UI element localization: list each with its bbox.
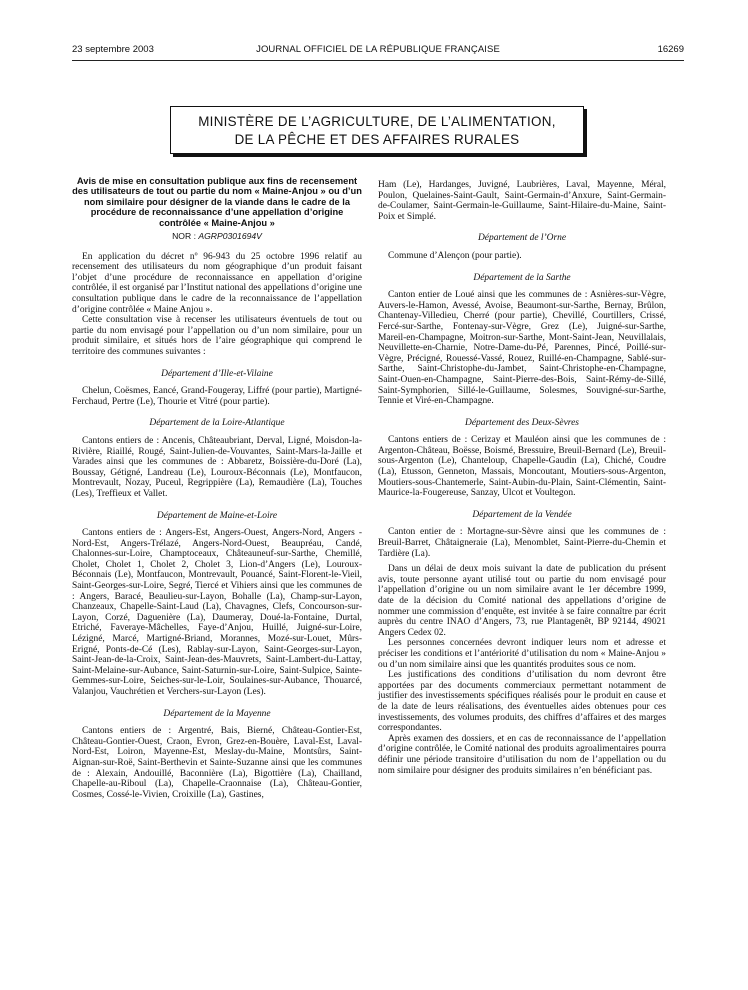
dept-text-loire-atlantique: Cantons entiers de : Ancenis, Châteaubriant, Derval, Ligné, Moisdon-la-Rivière, Riaillé, Rougé, Saint-Julien-de-Vouvantes, Saint-Mars-la-Jaille et Varades ainsi que les communes de : Abbaretz, Boissière-du-Doré (La), Boussay, Gétigné, Landreau (Le), Louroux-Béconnais (Le), Montfaucon, Montrevault, Nozay, Puceul, Regrippière (La), Remaudière (La), Touches (Les), Treffieux et Vallet. — [72, 435, 362, 499]
dept-title-deux-sevres: Département des Deux-Sèvres — [465, 417, 579, 428]
dept-text-sarthe: Canton entier de Loué ainsi que les communes de : Asnières-sur-Vègre, Auvers-le-Hamon, Avessé, Avoise, Beaumont-sur-Sarthe, Bernay, Brûlon, Chantenay-Villedieu, Cherré (pour partie), Chevillé, Courtillers, Crissé, Fercé-sur-Sarthe, Fontenay-sur-Vègre, Grez (Le), Juigné-sur-Sarthe, Mareil-en-Champagne, Moitron-sur-Sarthe, Mont-Saint-Jean, Neuvillalais, Neuvillette-en-Charnie, Notre-Dame-du-Pé, Parennes, Pincé, Poillé-sur-Vègre, Précigné, Rouessé-Vassé, Rouez, Ruillé-en-Champagne, Sablé-sur-Sarthe, Saint-Christophe-du-Jambet, Saint-Christophe-en-Champagne, Saint-Ouen-en-Champagne, Saint-Pierre-des-Bois, Saint-Rémy-de-Sillé, Saint-Symphorien, Sillé-le-Guillaume, Solesmes, Souvigné-sur-Sarthe, Tennie et Viré-en-Champagne. — [378, 290, 666, 407]
nor-value: AGRP0301694V — [198, 231, 262, 242]
right-column — [378, 180, 666, 776]
dept-title-maine-et-loire: Département de Maine-et-Loire — [156, 510, 278, 521]
dept-text-vendee: Canton entier de : Mortagne-sur-Sèvre ainsi que les communes de : Breuil-Barret, Châtaigneraie (La), Menomblet, Saint-Pierre-du-Chemin et Tardière (La). — [378, 527, 666, 559]
notice-title: Avis de mise en consultation publique aux fins de recensement des utilisateurs de tout ou partie du nom « Maine-Anjou » ou d’un nom similaire pour désigner de la viande dans le cadre de la procédure de reconnaissance d’une appellation d’origine contrôlée « Maine-Anjou » — [72, 176, 362, 228]
paragraph-examination: Après examen des dossiers, et en cas de reconnaissance de l’appellation d’origine contrôlée, le Comité national des produits agroalimentaires pourra définir une période transitoire d’utilisation du nom de l’appellation ou du nom similaire pour désigner des produits similaires n’en bénéficiant pas. — [378, 733, 666, 776]
dept-title-mayenne: Département de la Mayenne — [163, 708, 271, 719]
dept-title-orne: Département de l’Orne — [477, 233, 567, 244]
paragraph-persons: Les personnes concernées devront indiquer leurs nom et adresse et préciser les conditions et l’antériorité d’utilisation du nom « Maine-Anjou » ou d’un nom similaire ainsi que les quantités produites sous ce nom. — [378, 638, 666, 670]
dept-title-vendee: Département de la Vendée — [472, 509, 572, 520]
header-rule — [72, 60, 684, 61]
dept-text-maine-et-loire: Cantons entiers de : Angers-Est, Angers-Ouest, Angers-Nord, Angers - Nord-Est, Angers-Trélazé, Angers-Nord-Ouest, Beaupréau, Candé, Chalonnes-sur-Loire, Champtoceaux, Châteauneuf-sur-Sarthe, Chemillé, Cholet, Cholet 1, Cholet 2, Cholet 3, Lion-d’Angers (Le), Louroux-Béconnais (Le), Montfaucon, Montrevault, Pouancé, Saint-Florent-le-Vieil, Saint-Georges-sur-Loire, Segré, Tiercé et Vihiers ainsi que les communes de : Angers, Baracé, Beaulieu-sur-Layon, Bohalle (La), Champ-sur-Layon, Chanzeaux, Chapelle-Saint-Laud (La), Chavagnes, Clefs, Concourson-sur-Layon, Corzé, Daguenière (La), Daumeray, Doué-la-Fontaine, Durtal, Etriché, Faveraye-Mâchelles, Faye-d’Anjou, Huillé, Juigné-sur-Loire, Lézigné, Marcé, Martigné-Briand, Morannes, Mozé-sur-Louet, Mûrs-Erigné, Ponts-de-Cé (Les), Rablay-sur-Layon, Saint-Georges-sur-Layon, Saint-Jean-de-la-Croix, Saint-Jean-des-Mauvrets, Saint-Lambert-du-Lattay, Saint-Melaine-sur-Aubance, Saint-Saturnin-sur-Loire, Saint-Sulpice, Sainte-Gemmes-sur-Loire, Seiches-sur-le-Loir, Soulaines-sur-Aubance, Thouarcé, Valanjou, Vauchrétien et Verchers-sur-Layon (Les). — [72, 528, 362, 697]
mayenne-continued: Ham (Le), Hardanges, Juvigné, Laubrières, Laval, Mayenne, Méral, Poulon, Quelaines-Saint-Gault, Saint-Germain-d’Anxure, Saint-Germain-de-Coulamer, Saint-Germain-le-Guillaume, Saint-Hilaire-du-Maine, Saint-Poix et Simplé. — [378, 180, 666, 222]
header-date: 23 septembre 2003 — [72, 44, 154, 55]
dept-title-ille-et-vilaine: Département d’Ille-et-Vilaine — [161, 368, 273, 379]
ministry-line-2: DE LA PÊCHE ET DES AFFAIRES RURALES — [234, 132, 520, 147]
paragraph-delay: Dans un délai de deux mois suivant la date de publication du présent avis, toute personne ayant utilisé tout ou partie du nom envisagé pour l’appellation d’origine ou un nom similaire avant le 1er décembre 1999, date de la décision du Comité national des appellations d’origine de nommer une commission d’enquête, est invitée à se faire connaître par écrit auprès du centre INAO d’Angers, 73, rue Plantagenêt, BP 92144, 49021 Angers Cedex 02. — [378, 564, 666, 638]
page-header — [72, 44, 684, 58]
ministry-box — [170, 106, 584, 154]
dept-title-sarthe: Département de la Sarthe — [473, 272, 571, 283]
dept-title-loire-atlantique: Département de la Loire-Atlantique — [149, 418, 285, 429]
dept-text-ille-et-vilaine: Chelun, Coësmes, Eancé, Grand-Fougeray, Liffré (pour partie), Martigné-Ferchaud, Pertre (Le), Thourie et Vitré (pour partie). — [72, 386, 362, 407]
dept-text-deux-sevres: Cantons entiers de : Cerizay et Mauléon ainsi que les communes de : Argenton-Château, Boësse, Boismé, Bressuire, Breuil-Bernard (Le), Breuil-sous-Argenton (Le), Chanteloup, Chapelle-Gaudin (La), Chiché, Coudre (La), Etusson, Genneton, Massais, Moncoutant, Moutiers-sous-Argenton, Moutiers-sous-Chantemerle, Saint-Aubin-du-Plain, Saint-Clémentin, Saint-Maurice-la-Fougereuse, Sanzay, Ulcot et Voultegon. — [378, 435, 666, 499]
left-column — [72, 176, 362, 800]
intro-paragraph-2: Cette consultation vise à recenser les utilisateurs éventuels de tout ou partie du nom envisagé pour l’appellation ou d’un nom similaire, pour un produit similaire, et situés hors de l’aire géographique qui comprend le territoire des communes suivantes : — [72, 315, 362, 357]
nor-label: NOR : — [172, 231, 199, 242]
dept-text-orne: Commune d’Alençon (pour partie). — [388, 250, 522, 261]
dept-text-mayenne: Cantons entiers de : Argentré, Bais, Bierné, Château-Gontier-Est, Château-Gontier-Ouest, Craon, Evron, Grez-en-Bouère, Laval-Est, Laval-Nord-Est, Loiron, Mayenne-Est, Meslay-du-Maine, Montsûrs, Saint-Aignan-sur-Roë, Saint-Berthevin et Sainte-Suzanne ainsi que les communes de : Alexain, Andouillé, Baconnière (La), Bigottière (La), Chailland, Chapelle-au-Riboul (La), Chapelle-Craonnaise (La), Château-Gontier, Cosmes, Cossé-le-Vivien, Croixille (La), Gastines, — [72, 726, 362, 800]
paragraph-justifications: Les justifications des conditions d’utilisation du nom devront être apportées par des documents commerciaux permettant notamment de justifier des investissements spécifiques réalisés pour le produit en cause et de la date de leurs réalisations, des éventuelles aides obtenues pour ces investissements, des volumes produits, des chiffres d’affaires et des marges correspondantes. — [378, 670, 666, 734]
intro-paragraph-1: En application du décret nº 96-943 du 25 octobre 1996 relatif au recensement des utilisateurs du nom géographique d’un produit faisant l’objet d’une procédure de reconnaissance en appellation d’origine contrôlée, il est organisé par l’Institut national des appellations d’origine une consultation publique dans le cadre de la reconnaissance de l’appellation d’origine contrôlée « Maine Anjou ». — [72, 251, 362, 315]
journal-title: JOURNAL OFFICIEL DE LA RÉPUBLIQUE FRANÇAISE — [256, 44, 500, 55]
ministry-line-1: MINISTÈRE DE L’AGRICULTURE, DE L’ALIMENTATION, — [198, 114, 556, 129]
nor-reference — [72, 231, 362, 242]
page-number: 16269 — [657, 44, 684, 55]
